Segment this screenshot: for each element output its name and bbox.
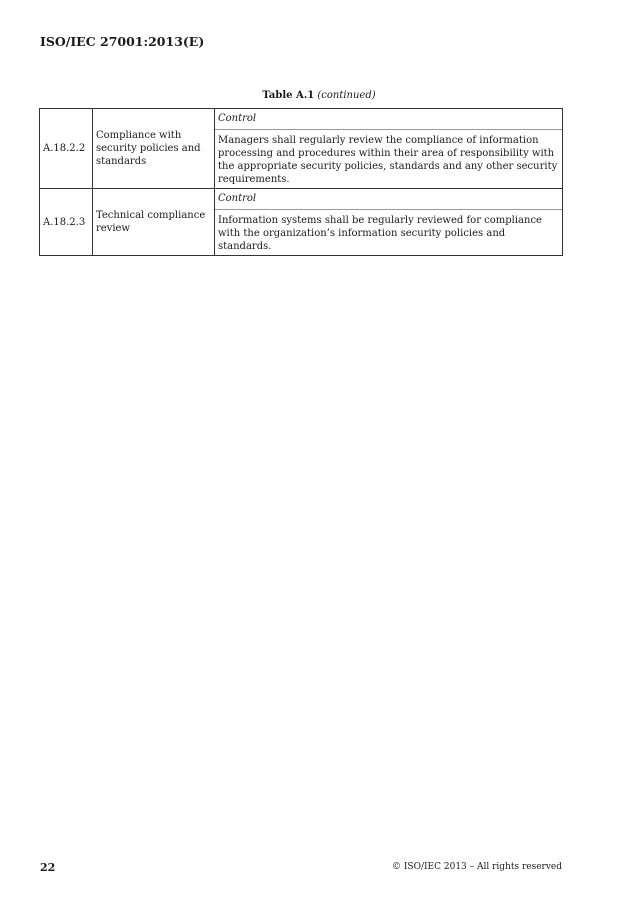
table-row <box>40 109 563 189</box>
control-label: Control <box>215 111 562 130</box>
table-caption-label: Table A.1 <box>262 90 315 101</box>
table-row <box>40 189 563 256</box>
control-text: Information systems shall be regularly reviewed for compliance with the organization’s information security policies and standards. <box>218 215 542 252</box>
control-text: Managers shall regularly review the compliance of information processing and procedures within their area of responsibility with the appropriate security policies, standards and any other security requirements. <box>218 135 558 185</box>
table-caption-continued: (continued) <box>317 90 376 101</box>
control-id: A.18.2.3 <box>40 189 93 256</box>
copyright-notice: © ISO/IEC 2013 – All rights reserved <box>392 862 562 872</box>
document-header: ISO/IEC 27001:2013(E) <box>40 34 205 49</box>
table-caption <box>0 90 638 101</box>
page-number: 22 <box>40 861 56 874</box>
control-label: Control <box>215 191 562 210</box>
controls-table <box>39 108 563 256</box>
control-cell <box>215 109 563 189</box>
control-id: A.18.2.2 <box>40 109 93 189</box>
control-cell <box>215 189 563 256</box>
control-title: Compliance with security policies and standards <box>93 109 215 189</box>
control-title: Technical compliance review <box>93 189 215 256</box>
